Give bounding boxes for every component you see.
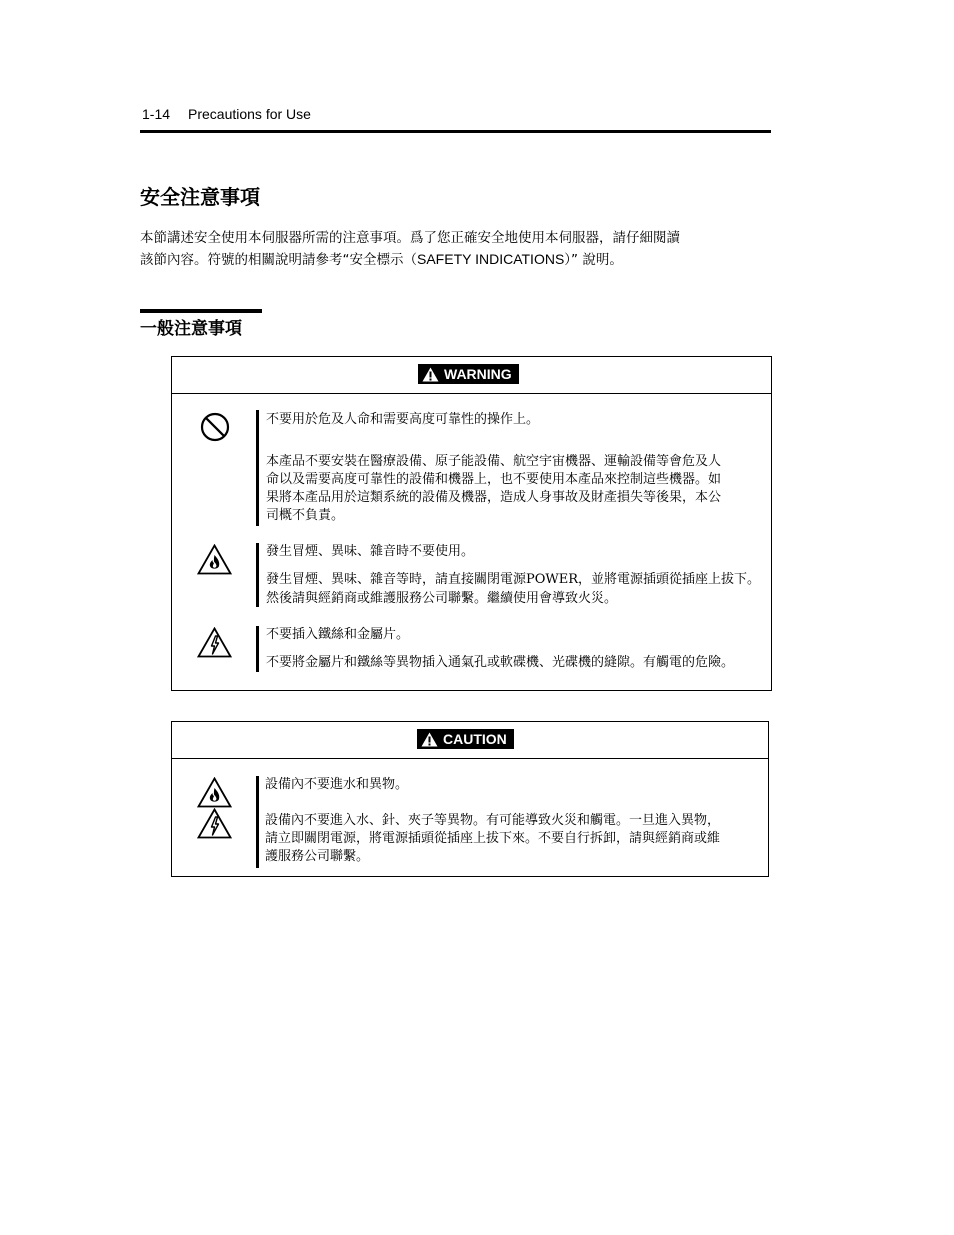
warning-label: WARNING xyxy=(444,366,512,382)
warning-item-body: 然後請與經銷商或維護服務公司聯繫。繼續使用會導致火災。 xyxy=(266,591,618,606)
header-title: Precautions for Use xyxy=(188,106,311,122)
intro-text-b: ）” 說明。 xyxy=(564,252,623,268)
warning-item-body: 命以及需要高度可靠性的設備和機器上，也不要使用本產品來控制這些機器。如 xyxy=(266,472,722,487)
warning-item-body: 司概不負責。 xyxy=(266,508,345,523)
warning-item-title: 不要用於危及人命和需要高度可靠性的操作上。 xyxy=(266,412,540,427)
section-title: 安全注意事項 xyxy=(140,185,260,209)
intro-line-1: 本節講述安全使用本伺服器所需的注意事項。爲了您正確安全地使用本伺服器，請仔細閱讀 xyxy=(140,230,680,246)
warning-item-body: 果將本產品用於這類系統的設備及機器，造成人身事故及財產損失等後果，本公 xyxy=(266,490,722,505)
warning-item-bar xyxy=(256,626,259,672)
fire-warning-icon xyxy=(197,544,232,575)
fire-warning-icon xyxy=(197,777,232,808)
caution-badge xyxy=(417,729,514,749)
warning-item-title: 不要插入鐵絲和金屬片。 xyxy=(266,627,410,642)
intro-text-a: 該節內容。符號的相關說明請參考“安全標示（ xyxy=(140,252,417,268)
caution-header xyxy=(172,722,768,759)
intro-line-2 xyxy=(140,249,774,271)
warning-item-body: 發生冒煙、異味、雜音等時，請直接關閉電源POWER，並將電源插頭從插座上拔下。 xyxy=(266,572,761,587)
warning-item-body: 不要將金屬片和鐵絲等異物插入通氣孔或軟碟機、光碟機的縫隙。有觸電的危險。 xyxy=(266,655,735,670)
caution-item-body: 請立即關閉電源，將電源插頭從插座上拔下來。不要自行拆卸，請與經銷商或維 xyxy=(265,831,721,846)
alert-triangle-icon xyxy=(421,732,438,747)
caution-item-title: 設備內不要進水和異物。 xyxy=(265,777,409,792)
subsection-title: 一般注意事項 xyxy=(140,319,242,339)
warning-box xyxy=(171,356,772,691)
warning-item-title: 發生冒煙、異味、雜音時不要使用。 xyxy=(266,544,475,559)
subsection-bar xyxy=(140,309,262,313)
alert-triangle-icon xyxy=(422,367,439,382)
page-header xyxy=(140,104,771,133)
caution-item-bar xyxy=(256,776,259,868)
caution-item-body: 設備內不要進入水、針、夾子等異物。有可能導致火災和觸電。一旦進入異物， xyxy=(265,813,721,828)
section-intro xyxy=(140,228,774,271)
warning-item-bar xyxy=(256,543,259,607)
warning-badge xyxy=(418,364,519,384)
page-number: 1-14 xyxy=(142,106,171,122)
prohibition-icon xyxy=(200,412,230,442)
electric-shock-warning-icon xyxy=(197,808,232,839)
warning-header xyxy=(172,357,771,394)
caution-box xyxy=(171,721,769,877)
warning-item-body: 本產品不要安裝在醫療設備、原子能設備、航空宇宙機器、運輸設備等會危及人 xyxy=(266,454,722,469)
caution-label: CAUTION xyxy=(443,731,507,747)
electric-shock-warning-icon xyxy=(197,627,232,658)
intro-text-en: SAFETY INDICATIONS xyxy=(417,251,565,267)
warning-item-bar xyxy=(256,410,259,526)
caution-item-body: 護服務公司聯繫。 xyxy=(265,849,370,864)
